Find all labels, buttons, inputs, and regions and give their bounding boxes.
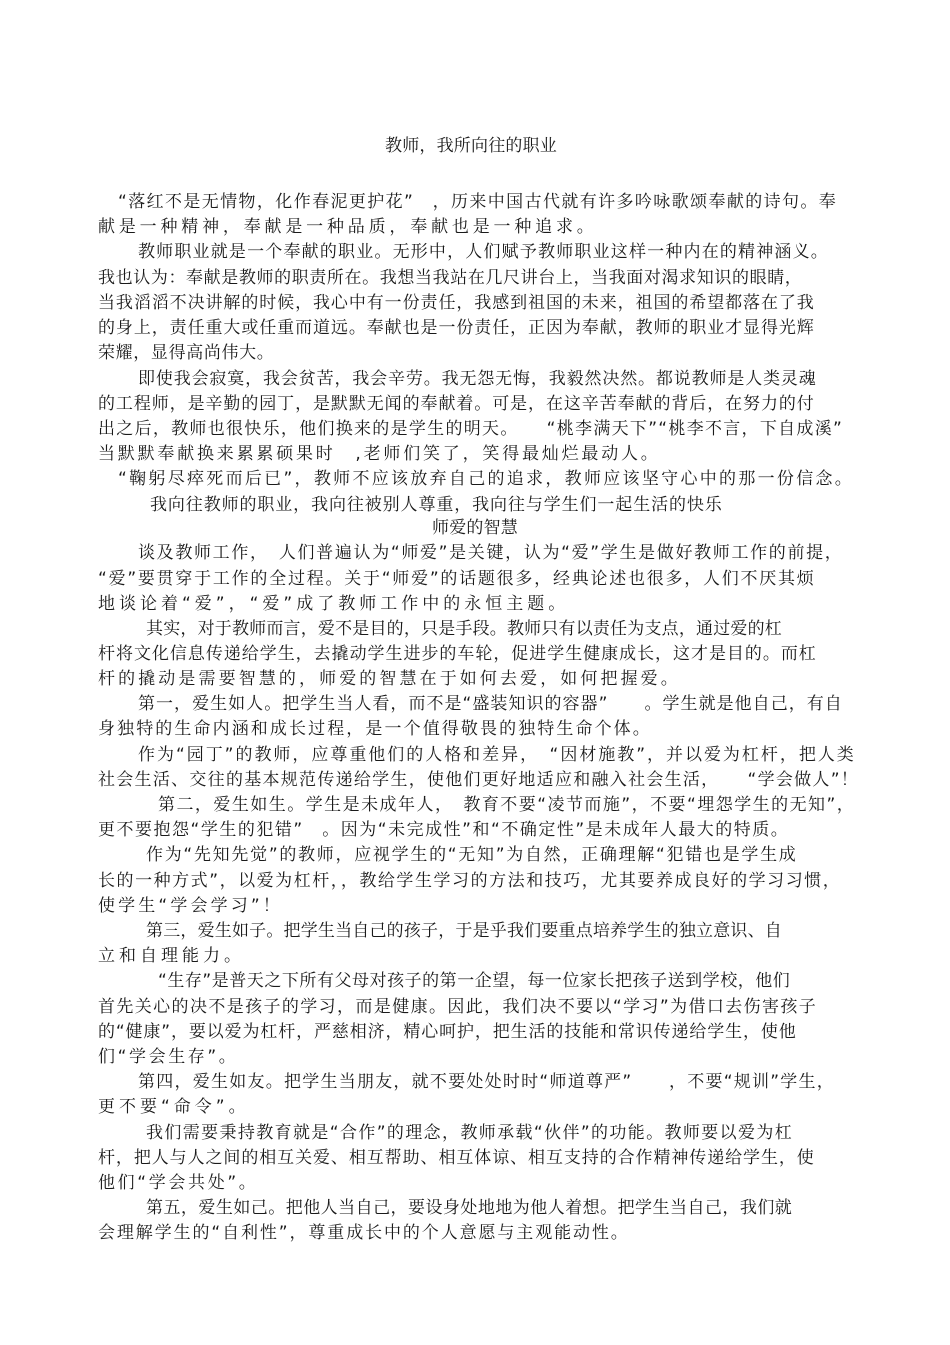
article-title-teacher-love-wisdom: 师爱的智慧 xyxy=(432,518,518,538)
text-line: 其实，对于教师而言，爱不是目的，只是手段。教师只有以责任为支点，通过爱的杠 xyxy=(146,619,782,639)
text-line: 我们需要秉持教育就是“合作”的理念，教师承载“伙伴”的功能。教师要以爱为杠 xyxy=(146,1123,794,1143)
text-line: 作为“先知先觉”的教师，应视学生的“无知”为自然，正确理解“犯错也是学生成 xyxy=(146,845,798,865)
text-line: 地谈论着“爱”，“爱”成了教师工作中的永恒主题。 xyxy=(98,594,570,614)
text-line: 立和自理能力。 xyxy=(98,946,245,966)
text-line: 会理解学生的“自利性”，尊重成长中的个人意愿与主观能动性。 xyxy=(98,1223,630,1243)
text-line: 的工程师，是辛勤的园丁，是默默无闻的奉献着。可是，在这辛苦奉献的背后，在努力的付 xyxy=(98,394,815,414)
text-line: 他们“学会共处”。 xyxy=(98,1173,259,1193)
text-line: 社会生活、交往的基本规范传递给学生，使他们更好地适应和融入社会生活， “学会做人”！ xyxy=(98,770,860,790)
text-line: 的“健康”，要以爱为杠杆，严慈相济，精心呵护，把生活的技能和常识传递给学生，使他 xyxy=(98,1022,797,1042)
text-line: 们“学会生存”。 xyxy=(98,1047,239,1067)
text-line: “落红不是无情物，化作春泥更护花” ，历来中国古代就有许多吟咏歌颂奉献的诗句。奉 xyxy=(118,192,838,212)
text-line: 即使我会寂寞，我会贫苦，我会辛劳。我无怨无悔，我毅然决然。都说教师是人类灵魂 xyxy=(138,369,817,389)
text-line: 第二，爱生如生。学生是未成年人， 教育不要“凌节而施”，不要“埋怨学生的无知”， xyxy=(158,795,856,815)
text-line: 首先关心的决不是孩子的学习，而是健康。因此，我们决不要以“学习”为借口去伤害孩子 xyxy=(98,997,818,1017)
text-line: 杆的撬动是需要智慧的，师爱的智慧在于如何去爱，如何把握爱。 xyxy=(98,669,681,689)
text-line: 长的一种方式”，以爱为杠杆，，教给学生学习的方法和技巧，尤其要养成良好的学习习惯， xyxy=(98,871,842,891)
text-line: 出之后，教师也很快乐，他们换来的是学生的明天。 “桃李满天下”“桃李不言，下自成溪” xyxy=(98,419,844,439)
text-line: “生存”是普天之下所有父母对孩子的第一企望，每一位家长把孩子送到学校，他们 xyxy=(158,971,791,991)
text-line: 我也认为：奉献是教师的职责所在。我想当我站在几尺讲台上，当我面对渴求知识的眼睛， xyxy=(98,268,803,288)
text-line: 的身上，责任重大或任重而道远。奉献也是一份责任，正因为奉献，教师的职业才显得光辉 xyxy=(98,318,815,338)
text-line: 我向往教师的职业，我向往被别人尊重，我向往与学生们一起生活的快乐 xyxy=(150,495,723,515)
text-line: 当我滔滔不决讲解的时候，我心中有一份责任，我感到祖国的未来，祖国的希望都落在了我 xyxy=(98,293,815,313)
text-line: 更不要抱怨“学生的犯错” 。因为“未完成性”和“不确定性”是未成年人最大的特质。 xyxy=(98,820,790,840)
text-line: 第一，爱生如人。把学生当人看，而不是“盛装知识的容器” 。学生就是他自己，有自 xyxy=(138,694,843,714)
text-line: 作为“园丁”的教师，应尊重他们的人格和差异， “因材施教”，并以爱为杠杆，把人类 xyxy=(138,745,856,765)
text-line: 第三，爱生如子。把学生当自己的孩子，于是乎我们要重点培养学生的独立意识、自 xyxy=(146,921,782,941)
text-line: 杆，把人与人之间的相互关爱、相互帮助、相互体谅、相互支持的合作精神传递给学生，使 xyxy=(98,1148,815,1168)
text-line: 荣耀，显得高尚伟大。 xyxy=(98,343,275,363)
text-line: 杆将文化信息传递给学生，去撬动学生进步的车轮，促进学生健康成长，这才是目的。而杠 xyxy=(98,644,817,664)
text-line: 当默默奉献换来累累硕果时 ,老师们笑了，笑得最灿烂最动人。 xyxy=(98,444,661,464)
article-title-teacher-career: 教师，我所向往的职业 xyxy=(385,136,557,156)
text-line: 更不要“命令”。 xyxy=(98,1097,250,1117)
text-line: 教师职业就是一个奉献的职业。无形中，人们赋予教师职业这样一种内在的精神涵义。 xyxy=(138,242,829,262)
text-line: 第五，爱生如己。把他人当自己，要设身处地地为他人着想。把学生当自己，我们就 xyxy=(146,1198,793,1218)
text-line: 使学生“学会学习”！ xyxy=(98,896,283,916)
text-line: 谈及教师工作， 人们普遍认为“师爱”是关键，认为“爱”学生是做好教师工作的前提， xyxy=(138,543,844,563)
text-line: 献是一种精神，奉献是一种品质，奉献也是一种追求。 xyxy=(98,217,598,237)
text-line: “爱”要贯穿于工作的全过程。关于“师爱”的话题很多，经典论述也很多，人们不厌其烦 xyxy=(98,569,816,589)
text-line: 第四，爱生如友。把学生当朋友，就不要处处时时“师道尊严” ，不要“规训”学生， xyxy=(138,1072,836,1092)
text-line: 身独特的生命内涵和成长过程，是一个值得敬畏的独特生命个体。 xyxy=(98,719,652,739)
text-line: “鞠躬尽瘁死而后已”，教师不应该放弃自己的追求，教师应该坚守心中的那一份信念。 xyxy=(118,469,855,489)
